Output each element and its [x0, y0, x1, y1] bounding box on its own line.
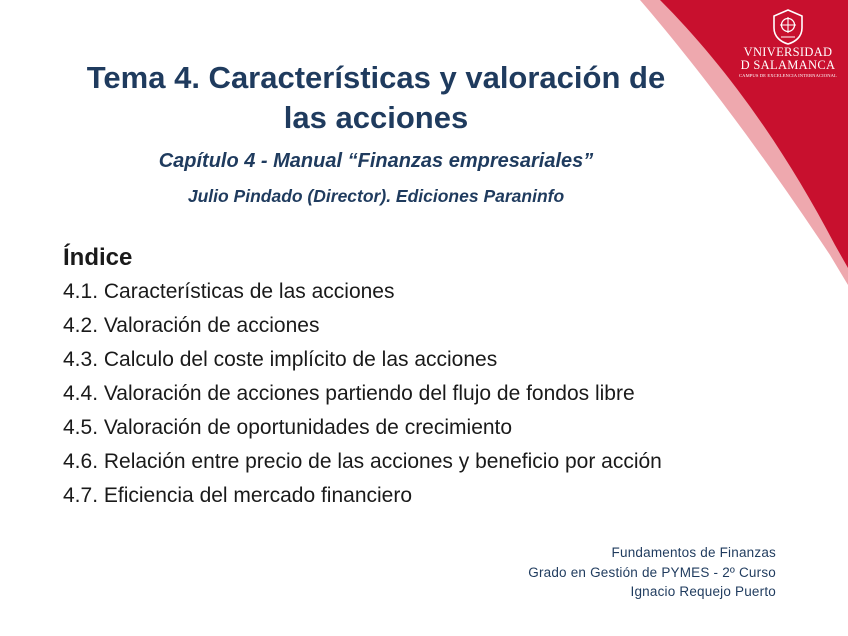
slide-title-line1: Tema 4. Características y valoración de	[86, 60, 666, 95]
logo-tagline: CAMPUS DE EXCELENCIA INTERNACIONAL	[739, 73, 837, 78]
slide-title	[60, 58, 692, 138]
footer-author: Ignacio Requejo Puerto	[630, 584, 776, 599]
university-logo	[732, 8, 844, 79]
index-heading: Índice	[63, 244, 133, 271]
index-list	[63, 275, 763, 513]
university-seal-icon	[771, 8, 805, 46]
footer-degree: Grado en Gestión de PYMES - 2º Curso	[528, 564, 776, 580]
footer-course: Fundamentos de Finanzas	[611, 545, 776, 560]
subtitle-author: Julio Pindado (Director). Ediciones Paraninfo	[187, 186, 565, 206]
index-item: 4.7. Eficiencia del mercado financiero	[63, 484, 413, 507]
index-item: 4.6. Relación entre precio de las acciones y beneficio por acción	[63, 450, 662, 473]
subtitle-chapter: Capítulo 4 - Manual “Finanzas empresariales”	[158, 150, 594, 172]
index-item: 4.2. Valoración de acciones	[63, 314, 320, 337]
slide-title-line2: las acciones	[283, 100, 469, 135]
index-item: 4.1. Características de las acciones	[63, 280, 395, 303]
index-item: 4.4. Valoración de acciones partiendo del flujo de fondos libre	[63, 382, 635, 405]
index-item: 4.3. Calculo del coste implícito de las acciones	[63, 348, 498, 371]
logo-name-line1: VNIVERSIDAD	[743, 45, 833, 59]
index-item: 4.5. Valoración de oportunidades de crecimiento	[63, 416, 513, 439]
index-section	[63, 243, 763, 513]
logo-name-line2: D SALAMANCA	[740, 58, 836, 72]
footer	[528, 543, 776, 602]
